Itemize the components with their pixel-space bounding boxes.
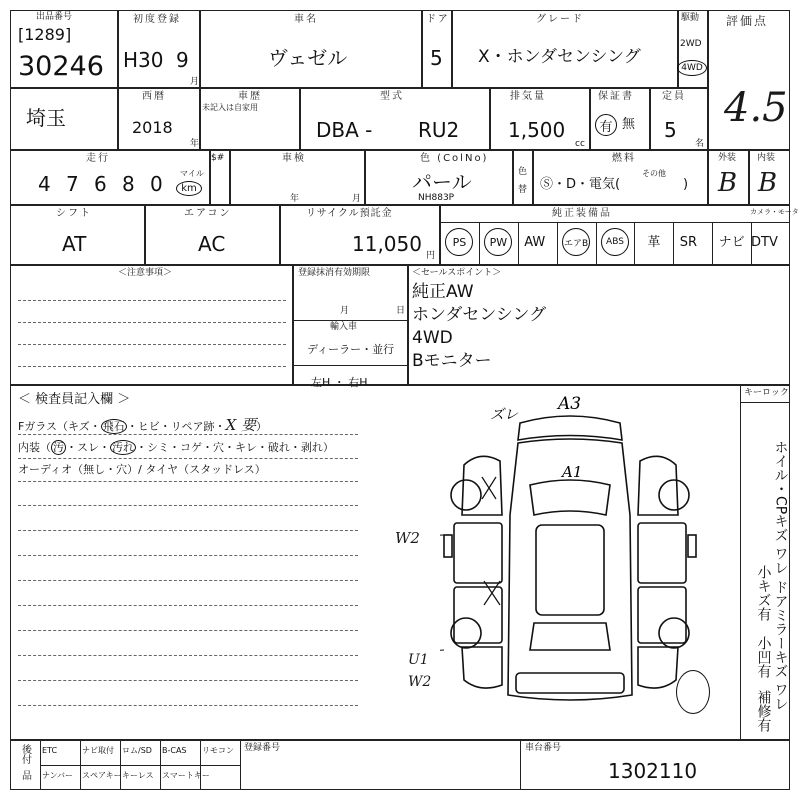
import-label: 輸入車 <box>330 322 358 332</box>
mirror-left <box>444 535 452 557</box>
mark-a3: A3 <box>558 395 582 414</box>
side-note-repair: 補修有 <box>755 690 772 732</box>
year-value: 2018 <box>132 118 173 137</box>
recycle-label: リサイクル預託金 <box>306 208 393 219</box>
storage-month: 月 <box>340 306 350 316</box>
footer-option-item: B-CAS <box>162 746 187 755</box>
interior-dirt-circled: 汚 <box>53 441 64 454</box>
car-name: ヴェゼル <box>268 46 348 70</box>
roof-shape <box>536 525 604 615</box>
hand-drawn-circle <box>676 670 710 714</box>
glass-chip-circled: 飛石 <box>102 420 125 433</box>
mileage-digit: 7 <box>66 172 79 196</box>
recycle-value: 11,050 <box>352 232 422 256</box>
notice-label: ＜注意事項＞ <box>118 268 173 278</box>
warranty-no: 無 <box>622 117 636 132</box>
side-note-dent: 小凹有 <box>755 636 772 678</box>
glass-mark: X 要 <box>225 416 257 434</box>
shift-label: シフト <box>56 208 92 219</box>
mirror-right <box>688 535 696 557</box>
camera-label: カメラ・モータ <box>750 208 799 216</box>
model-label: 型式 <box>380 91 404 102</box>
equipment-item: 革 <box>647 235 661 250</box>
shift-value: AT <box>62 232 87 256</box>
equipment-item-circled: PW <box>484 228 512 256</box>
side-note-scratch: 小キズ有 <box>755 565 772 621</box>
color-change-1: 色 <box>518 167 528 177</box>
car-damage-diagram <box>440 395 710 725</box>
inspector-line-glass: Fガラス（キズ・ 飛石 ・ヒビ・リペア跡・X 要） <box>18 416 268 434</box>
interior-label: 内装 <box>757 153 776 163</box>
capacity-value: 5 <box>664 118 677 142</box>
inspector-line-interior: 内装（ 汚 ・スレ・ 汚れ ・シミ・コゲ・穴・キレ・破れ・剥れ） <box>18 441 334 454</box>
mark-w2-bottom: W2 <box>408 674 432 690</box>
mark-a1: A1 <box>562 463 583 481</box>
equipment-item: ナビ <box>718 235 745 250</box>
sales-point-item: 4WD <box>412 328 453 348</box>
right-rear-fender <box>638 647 678 688</box>
damage-x-mark-2 <box>484 581 500 605</box>
side-note-mirror: ドアミラーキズ ワレ <box>772 580 789 711</box>
damage-x-mark-1 <box>482 477 496 499</box>
lot-bracket: [1289] <box>18 25 72 44</box>
windshield-shape <box>530 480 610 515</box>
recycle-yen: 円 <box>426 251 436 261</box>
front-bumper-shape <box>518 416 622 440</box>
footer-after-label: 後付 <box>19 744 31 764</box>
keylock-label: キーロック <box>744 388 789 398</box>
equipment-item: AW <box>524 235 546 250</box>
year-label: 西暦 <box>142 91 166 102</box>
inspector-title: ＜ 検査員記入欄 ＞ <box>18 392 131 407</box>
interior-stain-circled: 汚れ <box>112 441 134 454</box>
mileage-label: 走行 <box>86 153 110 164</box>
mileage-digit: 6 <box>94 172 107 196</box>
history-label: 車歴 <box>238 91 262 102</box>
footer-options-label: 品 <box>19 770 31 780</box>
grade-label: グレード <box>536 14 584 25</box>
shaken-label: 車検 <box>282 153 306 164</box>
doors-label: ドア <box>426 14 450 25</box>
model-prefix: DBA - <box>316 118 373 142</box>
equipment-item: SR <box>679 235 698 250</box>
equipment-item-circled: PS <box>445 228 473 256</box>
interior-grade: B <box>758 168 778 198</box>
equipment-item: DTV <box>751 235 778 250</box>
left-rear-fender <box>462 647 502 688</box>
first-reg-month: 9 <box>176 48 189 72</box>
drive-label: 駆動 <box>681 13 700 23</box>
sales-point-item: 純正AW <box>412 282 474 302</box>
wheel-front-right <box>659 480 689 510</box>
year-suffix: 年 <box>190 139 200 149</box>
color-value: パール <box>412 170 472 194</box>
side-note-wheel: ホイル・CPキズ ワレ <box>772 440 789 575</box>
equipment-label: 純正装備品 <box>552 208 612 219</box>
displacement-unit: cc <box>575 139 585 149</box>
fuel-label: 燃料 <box>612 153 636 164</box>
footer-option-item: スマートキー <box>162 771 210 780</box>
mark-w2-left: W2 <box>395 529 420 547</box>
ac-value: AC <box>198 232 226 256</box>
footer-option-item: ナビ取付 <box>82 746 114 755</box>
capacity-suffix: 名 <box>695 139 705 149</box>
footer-option-item: キーレス <box>122 771 154 780</box>
warranty-yes-circled: 有 <box>595 114 617 136</box>
car-name-label: 車名 <box>294 14 318 25</box>
mileage-digit: 4 <box>38 172 51 196</box>
score-value: 4.5 <box>724 85 788 131</box>
score-label: 評価点 <box>726 14 769 28</box>
chassis-number: 1302110 <box>608 759 698 783</box>
drive-2wd: 2WD <box>680 39 702 49</box>
section-label: 出品番号 <box>36 12 73 22</box>
reg-number-label: 登録番号 <box>244 743 281 753</box>
model-value: RU2 <box>418 118 460 142</box>
footer-option-item: ロム/SD <box>122 746 152 755</box>
left-front-door <box>454 523 502 583</box>
right-front-door <box>638 523 686 583</box>
warranty-label: 保証書 <box>598 91 634 102</box>
import-options: ディーラー・並行 <box>307 343 395 356</box>
right-front-fender <box>638 456 678 515</box>
rear-window-shape <box>530 623 610 650</box>
fuel-options: Ⓢ・D・電気( <box>540 177 621 192</box>
km-circled: km <box>176 181 202 196</box>
sales-point-item: ホンダセンシング <box>412 305 547 325</box>
handle-options: 左H ・ 右H <box>311 376 368 389</box>
shaken-month-suffix: 月 <box>352 194 362 204</box>
mileage-digit: 0 <box>150 172 163 196</box>
color-change-cell <box>513 150 533 205</box>
storage-label: 登録抹消有効期限 <box>298 268 371 278</box>
color-code: NH883P <box>418 193 455 203</box>
history-note: 未記入は自家用 <box>202 103 258 112</box>
capacity-label: 定員 <box>662 91 686 102</box>
storage-day: 日 <box>396 306 406 316</box>
mark-u1: U1 <box>408 652 429 668</box>
lot-number: 30246 <box>18 51 104 82</box>
wheel-front-left <box>451 480 481 510</box>
exterior-label: 外装 <box>718 153 737 163</box>
displacement-label: 排気量 <box>510 91 546 102</box>
footer-option-item: ナンバー <box>42 771 74 780</box>
color-change-2: 替 <box>518 185 528 195</box>
notice-cell <box>10 265 293 385</box>
grade-value: X・ホンダセンシング <box>478 47 641 67</box>
drive-4wd-circled: 4WD <box>677 60 707 76</box>
shaken-year-suffix: 年 <box>290 194 300 204</box>
first-reg-month-suffix: 月 <box>190 77 200 87</box>
mileage-digit: 8 <box>122 172 135 196</box>
mark-zure: ズレ <box>490 407 518 423</box>
rear-bumper-shape <box>516 673 624 693</box>
spec-label: $# <box>211 153 225 163</box>
first-reg-label: 初度登録 <box>133 14 181 25</box>
sales-point-item: Bモニター <box>412 351 492 371</box>
fuel-close: ) <box>683 177 689 192</box>
doors-value: 5 <box>430 46 443 70</box>
exterior-grade: B <box>718 168 738 198</box>
mile-label: マイル <box>180 169 204 178</box>
left-front-fender <box>462 456 502 515</box>
equipment-item-circled: ABS <box>601 228 629 256</box>
left-rear-door <box>454 587 502 643</box>
ac-label: エアコン <box>184 208 232 219</box>
region: 埼玉 <box>26 106 66 130</box>
sales-label: ＜セールスポイント＞ <box>412 268 502 278</box>
color-label: 色 (ColNo) <box>420 153 489 164</box>
fuel-other: その他 <box>642 169 666 178</box>
inspector-line-audio: オーディオ（無し・穴）/ タイヤ（スタッドレス） <box>18 463 266 476</box>
first-reg-era: H30 <box>123 48 164 72</box>
leader-u1 <box>440 650 444 653</box>
right-rear-door <box>638 587 686 643</box>
equipment-item-circled: エアB <box>562 228 590 256</box>
footer-option-item: ETC <box>42 746 58 755</box>
displacement-value: 1,500 <box>508 118 566 142</box>
footer-option-item: リモコン <box>202 746 234 755</box>
chassis-label: 車台番号 <box>525 743 562 753</box>
footer-option-item: スペアキー <box>82 771 122 780</box>
